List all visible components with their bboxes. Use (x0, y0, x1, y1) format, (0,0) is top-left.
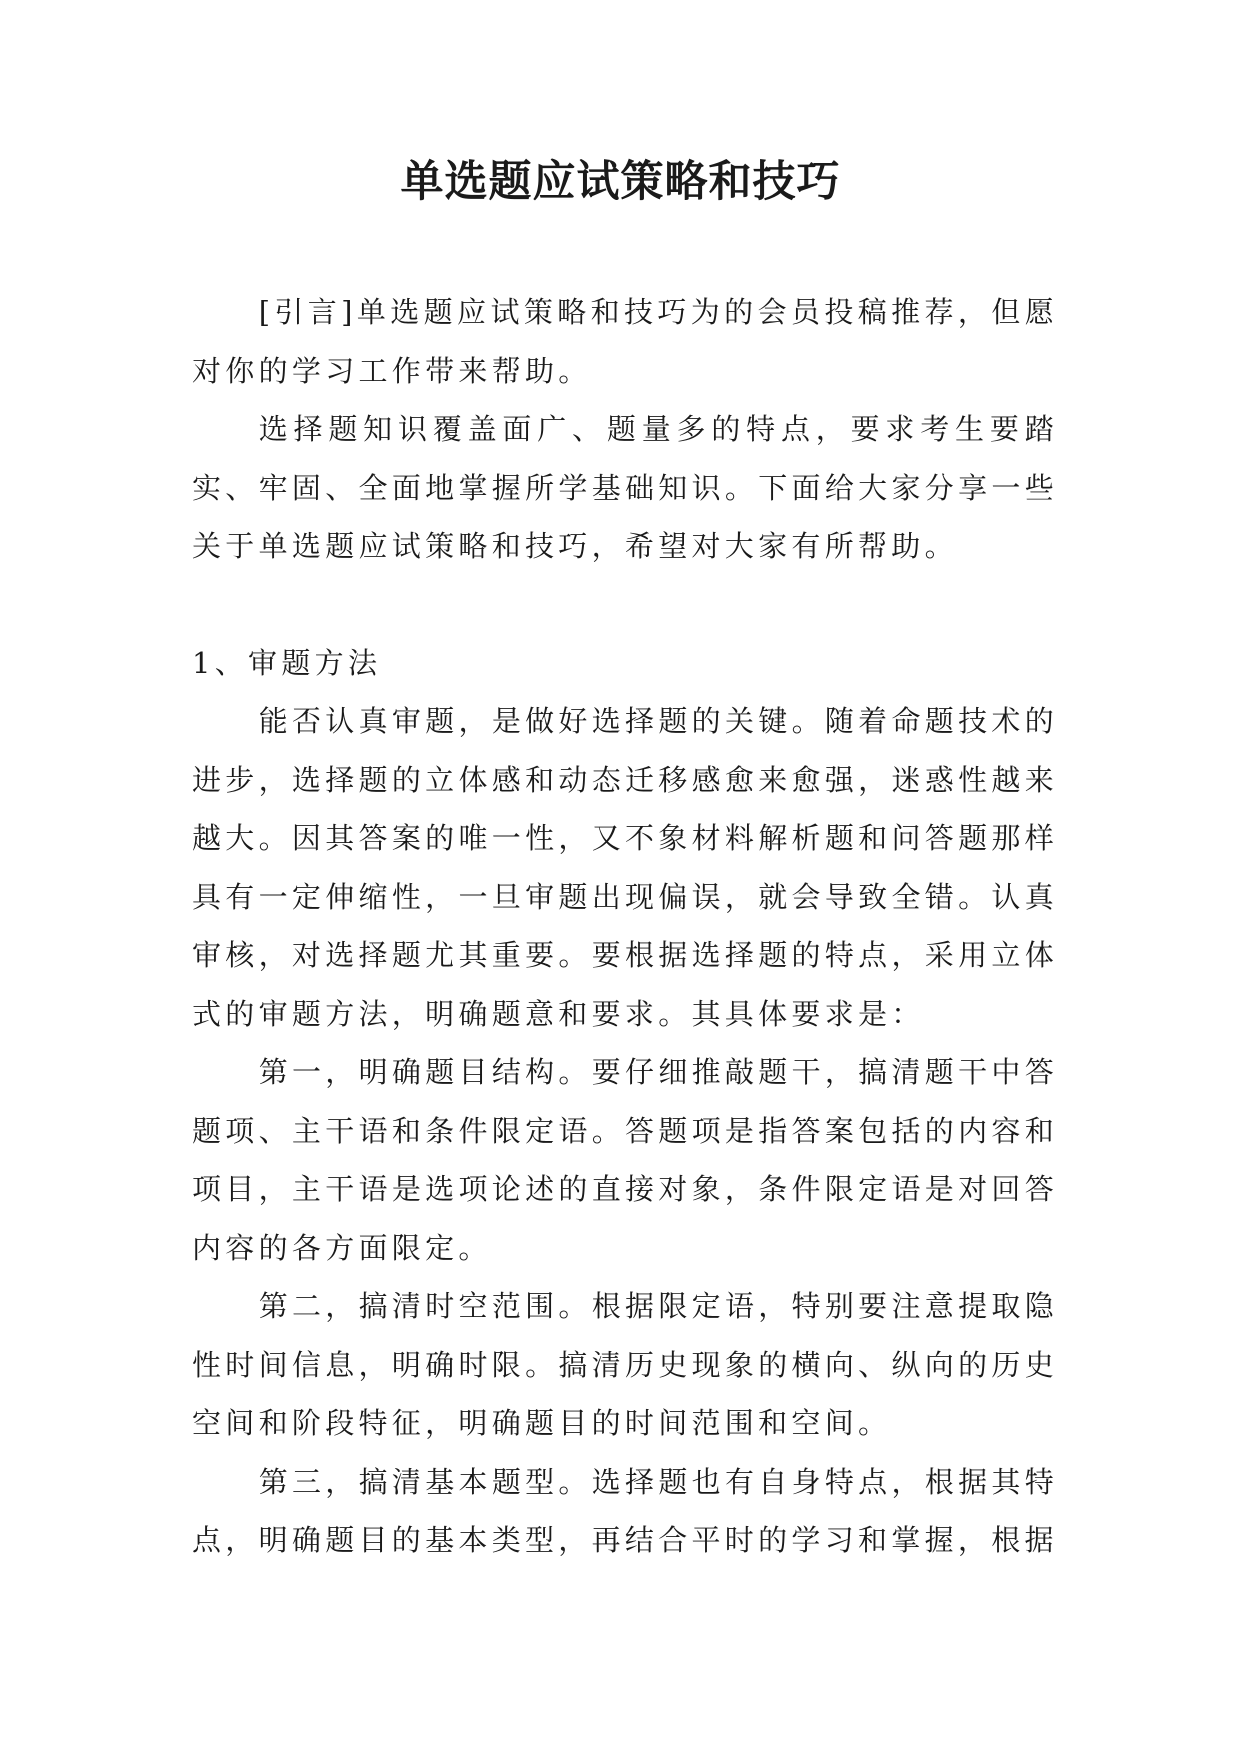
intro-paragraph: [引言]单选题应试策略和技巧为的会员投稿推荐，但愿对你的学习工作带来帮助。 (192, 295, 1058, 388)
paragraph-spacer (192, 576, 1058, 634)
paragraph: 选择题知识覆盖面广、题量多的特点，要求考生要踏实、牢固、全面地掌握所学基础知识。下面给大家分享一些关于单选题应试策略和技巧，希望对大家有所帮助。 (192, 412, 1058, 563)
document-title: 单选题应试策略和技巧 (400, 157, 841, 207)
section-heading: 1、审题方法 (192, 645, 382, 680)
paragraph: 第三，搞清基本题型。选择题也有自身特点，根据其特点，明确题目的基本类型，再结合平时的学习和掌握，根据 (192, 1464, 1058, 1557)
paragraph: 第二，搞清时空范围。根据限定语，特别要注意提取隐性时间信息，明确时限。搞清历史现象的横向、纵向的历史空间和阶段特征，明确题目的时间范围和空间。 (192, 1289, 1058, 1440)
paragraph: 能否认真审题，是做好选择题的关键。随着命题技术的进步，选择题的立体感和动态迁移感愈来愈强，迷惑性越来越大。因其答案的唯一性，又不象材料解析题和问答题那样具有一定伸缩性，一旦审题出现偏误，就会导致全错。认真审核，对选择题尤其重要。要根据选择题的特点，采用立体式的审题方法，明确题意和要求。其具体要求是： (192, 704, 1058, 1031)
paragraph: 第一，明确题目结构。要仔细推敲题干，搞清题干中答题项、主干语和条件限定语。答题项是指答案包括的内容和项目，主干语是选项论述的直接对象，条件限定语是对回答内容的各方面限定。 (192, 1055, 1058, 1265)
document-body (192, 283, 1058, 1570)
